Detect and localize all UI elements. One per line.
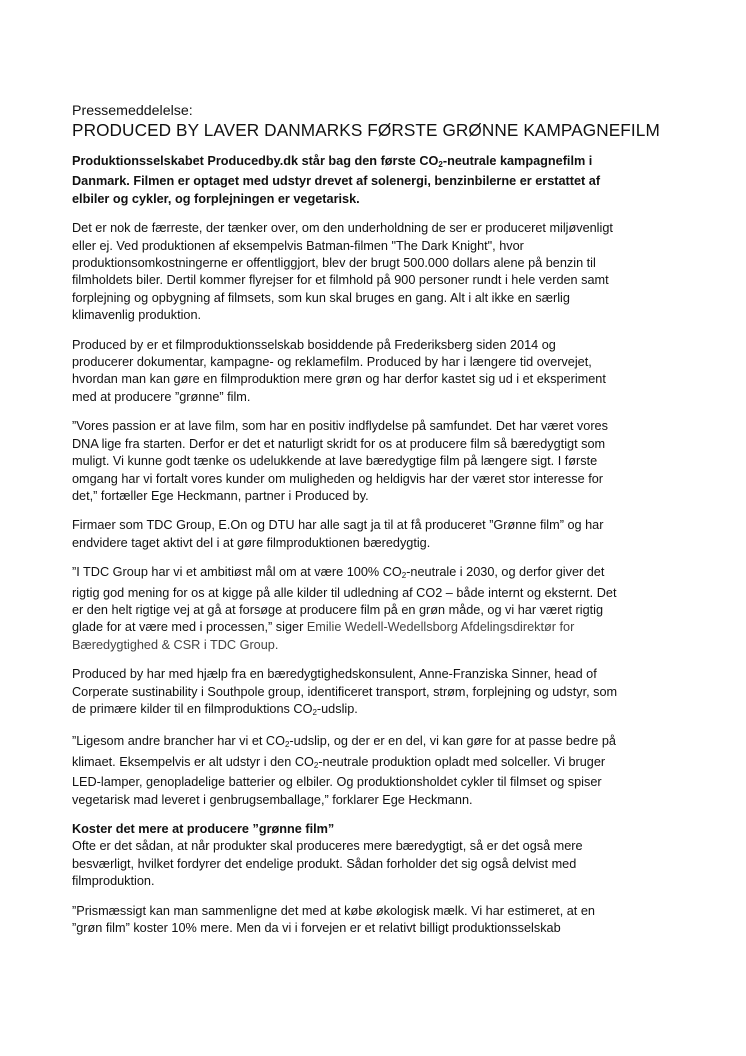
quoted-person-name: Emilie Wedell-Wedellsborg Afdelingsdirektør for <box>306 620 575 635</box>
text-line: Det er nok de færreste, der tænker over, om den underholdning de ser er produceret miljøvenligt <box>72 221 613 236</box>
text-line: ”grøn film” koster 10% mere. Men da vi i forvejen er et relativt billigt produktionsselskab <box>72 921 561 936</box>
text-line: rigtig god mening for os at kigge på alle kilder til udledning af CO2 – både internt og eksternt. Det <box>72 585 617 600</box>
text-line: DNA lige fra starten. Derfor er det et naturligt skridt for os at producere film så bæredygtigt som <box>72 436 606 451</box>
text-line: med at producere ”grønne” film. <box>72 389 251 404</box>
text-line: muligt. Vi kunne godt tænke os udelukkende at lave bæredygtige film på længere sigt. I første <box>72 454 598 469</box>
text-line: de primære kilder til en filmproduktions $CO_2$-udslip. <box>72 701 358 717</box>
body-paragraph-5 <box>72 564 682 654</box>
lead-line: elbiler og cykler, og forplejningen er vegetarisk. <box>72 191 360 206</box>
body-paragraph-1 <box>72 220 682 324</box>
text-line: hvordan man kan gøre en filmproduktion mere grøn og har derfor kastet sig ud i et eksperiment <box>72 372 606 387</box>
text-line: ”I TDC Group har vi et ambitiøst mål om at være 100% $CO_2$-neutrale i 2030, og derfor giver det <box>72 565 605 581</box>
body-paragraph-3 <box>72 418 682 505</box>
text-line: Bæredygtighed & CSR i TDC Group. <box>72 637 279 652</box>
lead-line: Danmark. Filmen er optaget med udstyr drevet af solenergi, benzinbilerne er erstattet af <box>72 174 601 189</box>
text-line: eller ej. Ved produktionen af eksempelvis Batman-filmen "The Dark Knight", hvor <box>72 238 524 253</box>
text-line: producerer dokumentar, kampagne- og reklamefilm. Produced by har i længere tid overvejet, <box>72 355 592 370</box>
section-heading: Koster det mere at producere ”grønne film” <box>72 822 335 836</box>
text-line: Ofte er det sådan, at når produkter skal produceres mere bæredygtigt, så er det også mere <box>72 839 583 854</box>
text-line: produktionsomkostningerne er offentliggjort, blev der brugt 500.000 dollars alene på benzin til <box>72 256 596 271</box>
text-line: klimaet. Eksempelvis er alt udstyr i den $CO_2$-neutrale produktion opladt med solceller. Vi bruger <box>72 754 606 770</box>
text-line: Produced by har med hjælp fra en bæredygtighedskonsulent, Anne-Franziska Sinner, head of <box>72 667 597 682</box>
text-line: vegetarisk mad leveret i genbrugsemballage,” forklarer Ege Heckmann. <box>72 792 473 807</box>
text-line: besværligt, hvilket fordyrer det endelige produkt. Sådan forholder det sig også delvist med <box>72 856 577 871</box>
section-cost <box>72 821 682 891</box>
lead-line: Produktionsselskabet Producedby.dk står bag den første $CO_2$-neutrale kampagnefilm i <box>72 154 593 169</box>
body-paragraph-6 <box>72 666 682 721</box>
body-paragraph-8 <box>72 903 682 938</box>
text-line: omgang har vi fortalt vores kunder om muligheden og heldigvis har der været stor interesse for <box>72 471 604 486</box>
document-kicker: Pressemeddelelse: <box>72 103 193 119</box>
text-line: klimavenlig produktion. <box>72 308 202 323</box>
text-line: filmproduktion. <box>72 874 155 889</box>
press-release-page <box>72 103 682 949</box>
lead-paragraph <box>72 153 682 208</box>
body-paragraph-4 <box>72 517 682 552</box>
body-paragraph-2 <box>72 337 682 407</box>
text-line: Corperate sustinability i Southpole group, identificeret transport, strøm, forplejning og udstyr, som <box>72 684 618 699</box>
body-paragraph-7 <box>72 733 682 809</box>
document-title: PRODUCED BY LAVER DANMARKS FØRSTE GRØNNE KAMPAGNEFILM <box>72 120 660 140</box>
text-line: LED-lamper, genopladelige batterier og elbiler. Og produktionsholdet cykler til filmset og spiser <box>72 775 602 790</box>
text-line: Firmaer som TDC Group, E.On og DTU har alle sagt ja til at få produceret ”Grønne film” og har <box>72 518 604 533</box>
text-line: glade for at være med i processen,” siger Emilie Wedell-Wedellsborg Afdelingsdirektør for <box>72 620 575 635</box>
text-line: ”Ligesom andre brancher har vi et $CO_2$-udslip, og der er en del, vi kan gøre for at passe bedre på <box>72 734 616 750</box>
text-line: filmholdets biler. Dertil kommer flyrejser for et filmhold på 900 personer rundt i hele verden samt <box>72 273 609 288</box>
text-line: endvidere taget aktivt del i at gøre filmproduktionen bæredygtig. <box>72 535 431 550</box>
text-line: er den helt rigtige vej at gå at forsøge at producere film på en grøn måde, og vi har været rigtig <box>72 602 604 617</box>
text-line: Produced by er et filmproduktionsselskab bosiddende på Frederiksberg siden 2014 og <box>72 337 556 352</box>
text-line: ”Vores passion er at lave film, som har en positiv indflydelse på samfundet. Det har været vores <box>72 419 608 434</box>
text-line: forplejning og opbygning af filmsets, som kun skal bruges en gang. Alt i alt ikke en særlig <box>72 290 570 305</box>
text-line: det,” fortæller Ege Heckmann, partner i Produced by. <box>72 488 369 503</box>
text-line: ”Prismæssigt kan man sammenligne det med at købe økologisk mælk. Vi har estimeret, at en <box>72 903 595 918</box>
